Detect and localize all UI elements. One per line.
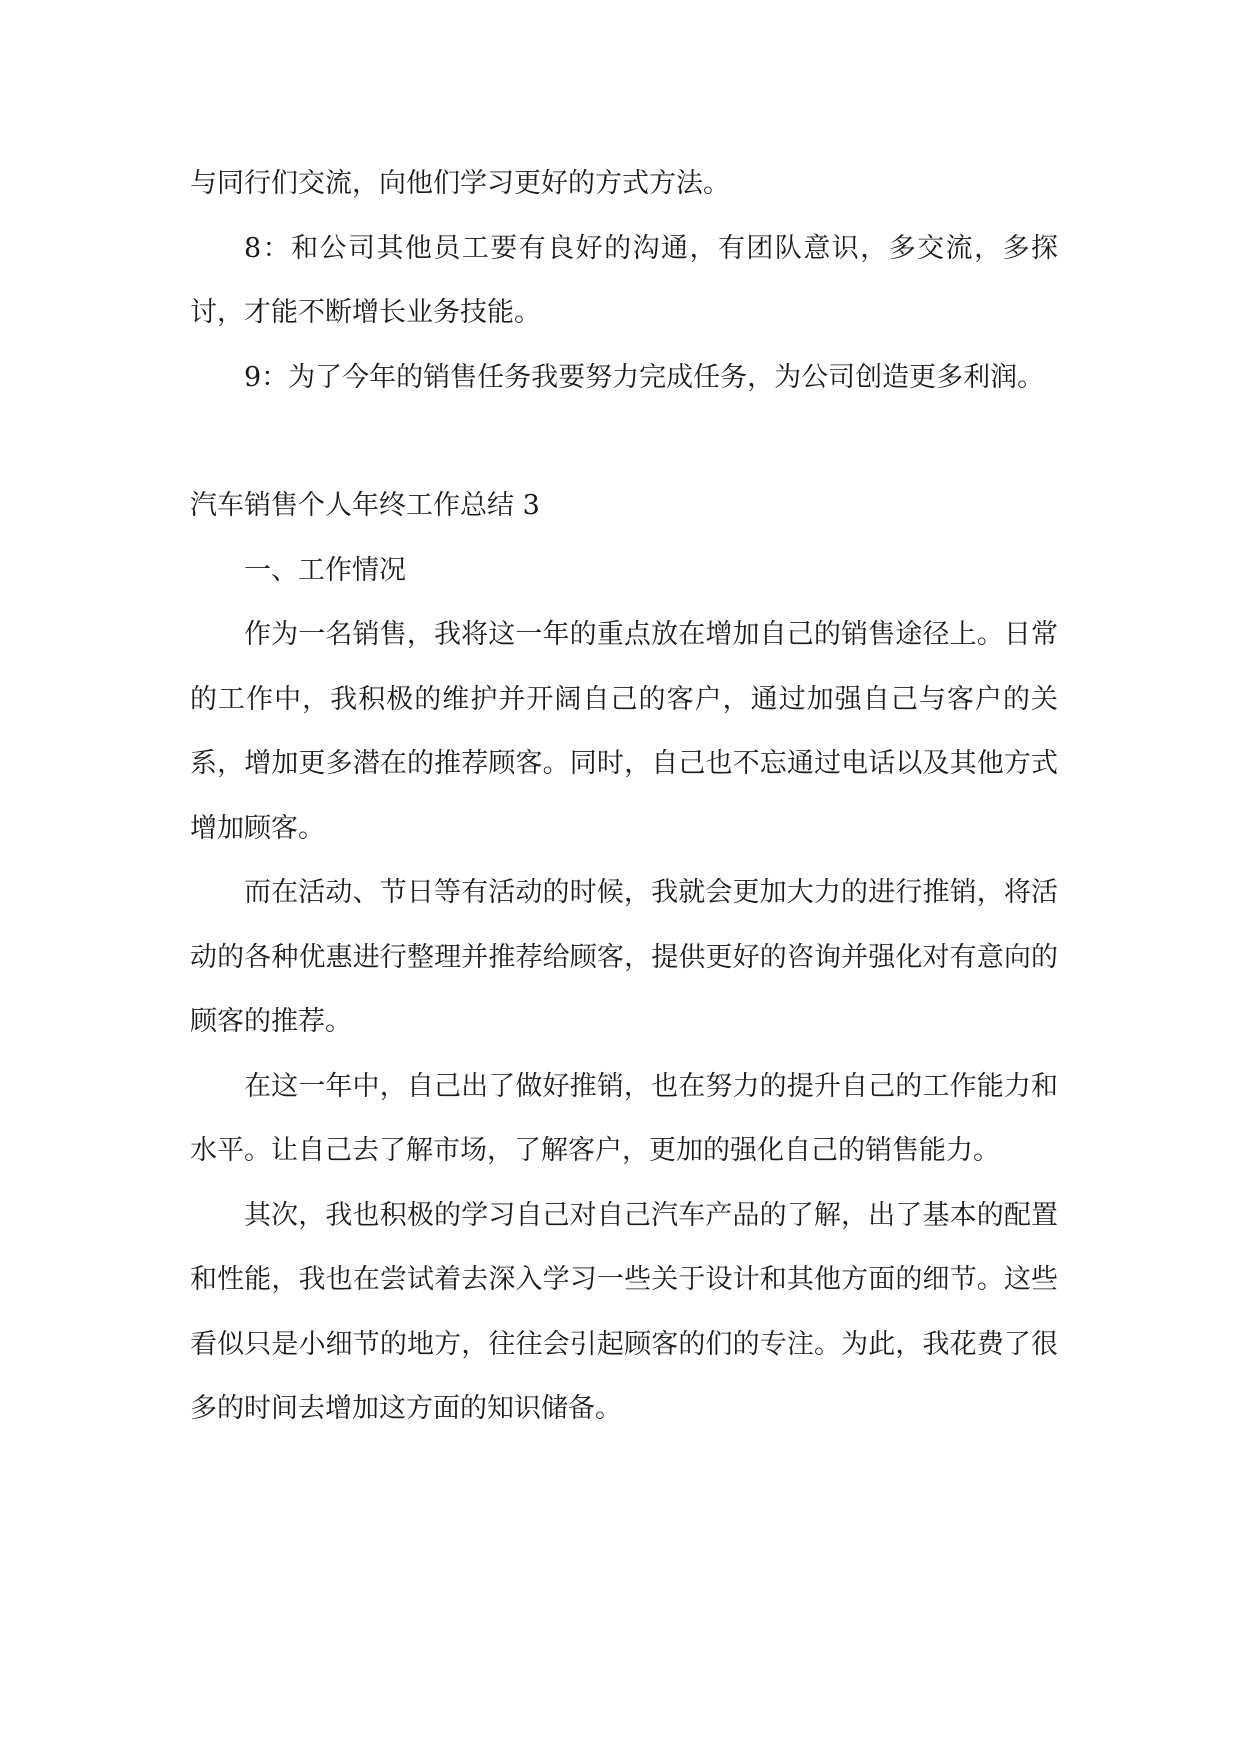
section-title: 汽车销售个人年终工作总结 3 bbox=[190, 490, 540, 521]
lead-paragraph: 与同行们交流，向他们学习更好的方式方法。 bbox=[190, 168, 730, 199]
list-item-8: 8：和公司其他员工要有良好的沟通，有团队意识，多交流，多探讨，才能不断增长业务技能。 bbox=[190, 232, 1058, 328]
subsection-title: 一、工作情况 bbox=[244, 554, 406, 586]
body-paragraph-2: 而在活动、节日等有活动的时候，我就会更加大力的进行推销，将活动的各种优惠进行整理并推荐给顾客，提供更好的咨询并强化对有意向的顾客的推荐。 bbox=[190, 877, 1058, 1037]
body-paragraph-4: 其次，我也积极的学习自己对自己汽车产品的了解，出了基本的配置和性能，我也在尝试着去深入学习一些关于设计和其他方面的细节。这些看似只是小细节的地方，往往会引起顾客的们的专注。为此，我花费了很多的时间去增加这方面的知识储备。 bbox=[190, 1199, 1058, 1424]
list-item-9: 9：为了今年的销售任务我要努力完成任务，为公司创造更多利润。 bbox=[244, 361, 1045, 393]
section-spacer bbox=[190, 410, 1058, 474]
body-paragraph-1: 作为一名销售，我将这一年的重点放在增加自己的销售途径上。日常的工作中，我积极的维护并开阔自己的客户，通过加强自己与客户的关系，增加更多潜在的推荐顾客。同时，自己也不忘通过电话以及其他方式增加顾客。 bbox=[190, 619, 1058, 844]
document-body bbox=[190, 152, 1058, 1442]
body-paragraph-3: 在这一年中，自己出了做好推销，也在努力的提升自己的工作能力和水平。让自己去了解市场，了解客户，更加的强化自己的销售能力。 bbox=[190, 1070, 1058, 1166]
